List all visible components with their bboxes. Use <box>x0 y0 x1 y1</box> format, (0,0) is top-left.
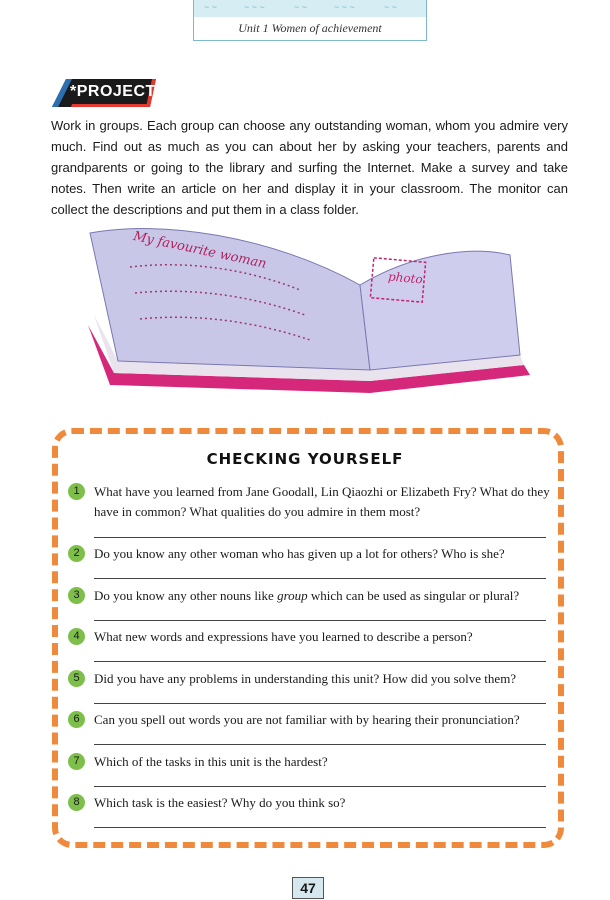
project-badge <box>52 79 156 107</box>
answer-line[interactable] <box>94 578 546 579</box>
answer-line[interactable] <box>94 827 546 828</box>
page-number: 47 <box>292 877 324 899</box>
question-number: 3 <box>68 587 85 604</box>
answer-line[interactable] <box>94 661 546 662</box>
question-number: 5 <box>68 670 85 687</box>
question-number: 2 <box>68 545 85 562</box>
question-number: 6 <box>68 711 85 728</box>
question-text: Which of the tasks in this unit is the hardest? <box>94 754 328 769</box>
question-number: 4 <box>68 628 85 645</box>
question-number: 7 <box>68 753 85 770</box>
question-text: Can you spell out words you are not familiar with by hearing their pronunciation? <box>94 712 520 727</box>
question-text: Do you know any other woman who has given up a lot for others? Who is she? <box>94 546 505 561</box>
question-text-start: Do you know any other nouns like <box>94 588 278 603</box>
answer-line[interactable] <box>94 744 546 745</box>
book-heading: My favourite woman <box>131 229 268 272</box>
question-text: Which task is the easiest? Why do you think so? <box>94 795 346 810</box>
answer-line[interactable] <box>94 537 546 538</box>
answer-line[interactable] <box>94 620 546 621</box>
book-illustration <box>80 215 535 400</box>
question-text <box>94 586 554 606</box>
unit-header <box>193 0 427 41</box>
question-number: 8 <box>68 794 85 811</box>
answer-line[interactable] <box>94 786 546 787</box>
question-text-emphasis: group <box>277 588 308 603</box>
question-text-end: which can be used as singular or plural? <box>307 588 520 603</box>
question-text: What have you learned from Jane Goodall, Lin Qiaozhi or Elizabeth Fry? What do they have in common? What qualities do you admire in them most? <box>94 484 550 519</box>
header-decoration: ~ ~ ~ ~ ~ ~ ~ ~ ~ ~ ~ ~ <box>194 0 426 17</box>
unit-title: Unit 1 Women of achievement <box>238 21 382 35</box>
answer-line[interactable] <box>94 703 546 704</box>
project-instructions: Work in groups. Each group can choose any outstanding woman, whom you admire very much. Find out as much as you can about her by asking your teachers, parents and grandparents or going to the library and surfing the Internet. Make a survey and take notes. Then write an article on her and display it in your classroom. The monitor can collect the descriptions and put them in a class folder. <box>51 118 568 217</box>
project-label: *PROJECT <box>70 83 156 100</box>
photo-label: photo <box>387 269 424 287</box>
question-text: What new words and expressions have you learned to describe a person? <box>94 629 473 644</box>
question-text: Did you have any problems in understanding this unit? How did you solve them? <box>94 671 517 686</box>
question-number: 1 <box>68 483 85 500</box>
checking-title: CHECKING YOURSELF <box>206 450 404 468</box>
